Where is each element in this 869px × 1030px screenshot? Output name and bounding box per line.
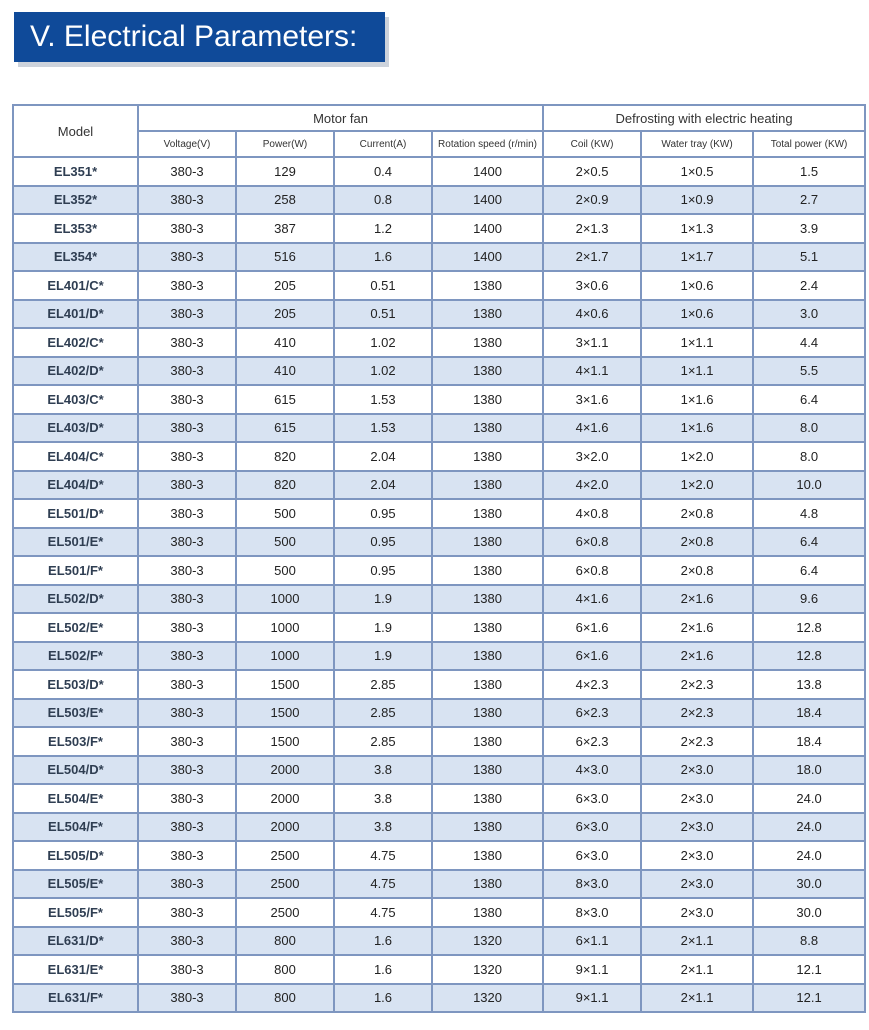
rotation-speed-cell: 1380	[432, 328, 543, 357]
power-cell: 410	[236, 328, 334, 357]
model-cell: EL501/F*	[13, 556, 138, 585]
coil-cell: 6×2.3	[543, 727, 641, 756]
model-cell: EL505/E*	[13, 870, 138, 899]
motor-fan-header: Motor fan	[138, 105, 543, 131]
rotation-speed-cell: 1380	[432, 613, 543, 642]
total-power-cell: 30.0	[753, 870, 865, 899]
voltage-cell: 380-3	[138, 699, 236, 728]
coil-cell: 4×0.8	[543, 499, 641, 528]
total-power-cell: 5.5	[753, 357, 865, 386]
power-cell: 2500	[236, 841, 334, 870]
table-row	[13, 300, 865, 329]
coil-cell: 4×2.0	[543, 471, 641, 500]
total-power-cell: 24.0	[753, 784, 865, 813]
current-cell: 1.02	[334, 328, 432, 357]
model-cell: EL404/D*	[13, 471, 138, 500]
water-tray-cell: 2×3.0	[641, 813, 753, 842]
current-cell: 1.9	[334, 642, 432, 671]
current-cell: 3.8	[334, 756, 432, 785]
water-tray-cell: 2×1.6	[641, 585, 753, 614]
power-cell: 800	[236, 927, 334, 956]
rotation-speed-cell: 1380	[432, 271, 543, 300]
water-tray-cell: 2×3.0	[641, 841, 753, 870]
water-tray-cell: 1×0.6	[641, 271, 753, 300]
coil-cell: 6×1.6	[543, 613, 641, 642]
voltage-cell: 380-3	[138, 813, 236, 842]
total-power-cell: 2.7	[753, 186, 865, 215]
model-cell: EL503/D*	[13, 670, 138, 699]
table-row	[13, 699, 865, 728]
total-power-cell: 8.0	[753, 442, 865, 471]
defrosting-header: Defrosting with electric heating	[543, 105, 865, 131]
voltage-cell: 380-3	[138, 186, 236, 215]
current-cell: 0.51	[334, 300, 432, 329]
voltage-cell: 380-3	[138, 471, 236, 500]
current-cell: 1.53	[334, 385, 432, 414]
model-cell: EL351*	[13, 157, 138, 186]
voltage-cell: 380-3	[138, 784, 236, 813]
table-row	[13, 642, 865, 671]
water-tray-cell: 2×1.1	[641, 955, 753, 984]
total-power-cell: 3.9	[753, 214, 865, 243]
current-cell: 4.75	[334, 898, 432, 927]
total-power-cell: 1.5	[753, 157, 865, 186]
water-tray-cell: 1×1.1	[641, 357, 753, 386]
water-tray-cell: 1×2.0	[641, 471, 753, 500]
total-power-cell: 24.0	[753, 813, 865, 842]
table-row	[13, 186, 865, 215]
voltage-cell: 380-3	[138, 528, 236, 557]
total-power-cell: 18.4	[753, 727, 865, 756]
model-cell: EL353*	[13, 214, 138, 243]
table-row	[13, 613, 865, 642]
rotation-speed-cell: 1380	[432, 385, 543, 414]
table-row	[13, 499, 865, 528]
coil-cell: 6×0.8	[543, 528, 641, 557]
rotation-speed-cell: 1380	[432, 499, 543, 528]
current-cell: 2.85	[334, 727, 432, 756]
water-tray-cell: 2×1.1	[641, 984, 753, 1013]
model-cell: EL631/D*	[13, 927, 138, 956]
water-tray-cell: 2×3.0	[641, 870, 753, 899]
model-cell: EL402/C*	[13, 328, 138, 357]
total-power-cell: 30.0	[753, 898, 865, 927]
model-cell: EL402/D*	[13, 357, 138, 386]
voltage-cell: 380-3	[138, 157, 236, 186]
rotation-speed-cell: 1380	[432, 442, 543, 471]
voltage-cell: 380-3	[138, 414, 236, 443]
coil-cell: 2×1.7	[543, 243, 641, 272]
coil-cell: 8×3.0	[543, 870, 641, 899]
table-row	[13, 385, 865, 414]
rotation-speed-cell: 1380	[432, 585, 543, 614]
coil-cell: 6×3.0	[543, 841, 641, 870]
rotation-speed-cell: 1380	[432, 357, 543, 386]
total-power-cell: 4.8	[753, 499, 865, 528]
table-row	[13, 442, 865, 471]
water-tray-cell: 2×2.3	[641, 699, 753, 728]
coil-cell: 6×2.3	[543, 699, 641, 728]
rotation-speed-cell: 1380	[432, 528, 543, 557]
coil-cell: 4×0.6	[543, 300, 641, 329]
power-cell: 1500	[236, 699, 334, 728]
total-power-cell: 12.1	[753, 955, 865, 984]
table-row	[13, 328, 865, 357]
power-cell: 129	[236, 157, 334, 186]
total-power-cell: 5.1	[753, 243, 865, 272]
power-cell: 1500	[236, 670, 334, 699]
rotation-speed-cell: 1380	[432, 841, 543, 870]
rotation-speed-cell: 1380	[432, 699, 543, 728]
coil-cell: 4×1.1	[543, 357, 641, 386]
water-tray-cell: 1×2.0	[641, 442, 753, 471]
total-power-cell: 2.4	[753, 271, 865, 300]
table-row	[13, 756, 865, 785]
model-cell: EL354*	[13, 243, 138, 272]
current-cell: 0.95	[334, 556, 432, 585]
coil-cell: 6×3.0	[543, 784, 641, 813]
water-tray-cell: 1×0.6	[641, 300, 753, 329]
rotation-speed-cell: 1380	[432, 471, 543, 500]
water-tray-cell: 1×0.5	[641, 157, 753, 186]
model-cell: EL631/E*	[13, 955, 138, 984]
model-cell: EL504/E*	[13, 784, 138, 813]
model-cell: EL403/D*	[13, 414, 138, 443]
total-power-header: Total power (KW)	[753, 131, 865, 157]
water-tray-cell: 1×1.7	[641, 243, 753, 272]
coil-cell: 3×0.6	[543, 271, 641, 300]
table-row	[13, 556, 865, 585]
total-power-cell: 6.4	[753, 556, 865, 585]
coil-cell: 8×3.0	[543, 898, 641, 927]
table-row	[13, 585, 865, 614]
voltage-cell: 380-3	[138, 328, 236, 357]
voltage-cell: 380-3	[138, 357, 236, 386]
voltage-cell: 380-3	[138, 556, 236, 585]
coil-cell: 9×1.1	[543, 955, 641, 984]
table-row	[13, 528, 865, 557]
table-row	[13, 670, 865, 699]
rotation-speed-cell: 1380	[432, 642, 543, 671]
water-tray-cell: 2×1.6	[641, 613, 753, 642]
current-cell: 1.6	[334, 984, 432, 1013]
model-header: Model	[13, 105, 138, 157]
current-cell: 2.85	[334, 699, 432, 728]
table-row	[13, 984, 865, 1013]
model-cell: EL503/E*	[13, 699, 138, 728]
coil-cell: 3×1.6	[543, 385, 641, 414]
model-cell: EL501/D*	[13, 499, 138, 528]
total-power-cell: 12.8	[753, 642, 865, 671]
coil-cell: 2×0.9	[543, 186, 641, 215]
water-tray-cell: 2×3.0	[641, 784, 753, 813]
rotation-speed-cell: 1380	[432, 556, 543, 585]
power-cell: 800	[236, 955, 334, 984]
current-cell: 1.9	[334, 585, 432, 614]
rotation-speed-cell: 1400	[432, 186, 543, 215]
electrical-parameters-table	[12, 104, 866, 1013]
table-row	[13, 214, 865, 243]
current-cell: 0.4	[334, 157, 432, 186]
table-body	[13, 157, 865, 1012]
coil-cell: 4×2.3	[543, 670, 641, 699]
total-power-cell: 6.4	[753, 385, 865, 414]
coil-cell: 9×1.1	[543, 984, 641, 1013]
table-row	[13, 784, 865, 813]
voltage-cell: 380-3	[138, 898, 236, 927]
power-cell: 500	[236, 528, 334, 557]
total-power-cell: 8.8	[753, 927, 865, 956]
rotation-speed-cell: 1320	[432, 927, 543, 956]
table-row	[13, 955, 865, 984]
table-row	[13, 870, 865, 899]
model-cell: EL502/F*	[13, 642, 138, 671]
voltage-cell: 380-3	[138, 385, 236, 414]
total-power-cell: 10.0	[753, 471, 865, 500]
current-cell: 1.6	[334, 243, 432, 272]
power-cell: 2000	[236, 784, 334, 813]
current-cell: 1.2	[334, 214, 432, 243]
current-cell: 1.02	[334, 357, 432, 386]
water-tray-cell: 2×1.6	[641, 642, 753, 671]
water-tray-cell: 1×1.6	[641, 414, 753, 443]
rotation-speed-cell: 1400	[432, 214, 543, 243]
power-cell: 1500	[236, 727, 334, 756]
water-tray-cell: 2×1.1	[641, 927, 753, 956]
current-cell: 2.04	[334, 442, 432, 471]
water-tray-cell: 2×3.0	[641, 898, 753, 927]
power-cell: 820	[236, 471, 334, 500]
water-tray-cell: 2×2.3	[641, 670, 753, 699]
model-cell: EL631/F*	[13, 984, 138, 1013]
rotation-speed-cell: 1380	[432, 414, 543, 443]
water-tray-cell: 2×3.0	[641, 756, 753, 785]
model-cell: EL504/F*	[13, 813, 138, 842]
total-power-cell: 3.0	[753, 300, 865, 329]
model-cell: EL502/E*	[13, 613, 138, 642]
current-cell: 0.51	[334, 271, 432, 300]
voltage-header: Voltage(V)	[138, 131, 236, 157]
power-cell: 500	[236, 499, 334, 528]
power-cell: 1000	[236, 585, 334, 614]
water-tray-cell: 1×1.3	[641, 214, 753, 243]
model-cell: EL505/D*	[13, 841, 138, 870]
model-cell: EL503/F*	[13, 727, 138, 756]
rotation-speed-cell: 1380	[432, 870, 543, 899]
power-cell: 615	[236, 385, 334, 414]
voltage-cell: 380-3	[138, 300, 236, 329]
coil-cell: 3×2.0	[543, 442, 641, 471]
total-power-cell: 18.0	[753, 756, 865, 785]
power-cell: 500	[236, 556, 334, 585]
power-cell: 2000	[236, 813, 334, 842]
rotation-speed-header: Rotation speed (r/min)	[432, 131, 543, 157]
rotation-speed-cell: 1380	[432, 670, 543, 699]
model-cell: EL401/C*	[13, 271, 138, 300]
voltage-cell: 380-3	[138, 585, 236, 614]
voltage-cell: 380-3	[138, 727, 236, 756]
rotation-speed-cell: 1320	[432, 984, 543, 1013]
voltage-cell: 380-3	[138, 499, 236, 528]
section-title: V. Electrical Parameters:	[30, 20, 358, 53]
coil-cell: 3×1.1	[543, 328, 641, 357]
model-cell: EL505/F*	[13, 898, 138, 927]
voltage-cell: 380-3	[138, 955, 236, 984]
rotation-speed-cell: 1380	[432, 300, 543, 329]
model-cell: EL403/C*	[13, 385, 138, 414]
power-cell: 2500	[236, 870, 334, 899]
current-cell: 1.6	[334, 955, 432, 984]
total-power-cell: 8.0	[753, 414, 865, 443]
rotation-speed-cell: 1380	[432, 756, 543, 785]
water-tray-cell: 2×0.8	[641, 556, 753, 585]
table-row	[13, 357, 865, 386]
power-cell: 205	[236, 271, 334, 300]
current-cell: 3.8	[334, 784, 432, 813]
rotation-speed-cell: 1400	[432, 243, 543, 272]
power-header: Power(W)	[236, 131, 334, 157]
coil-header: Coil (KW)	[543, 131, 641, 157]
voltage-cell: 380-3	[138, 642, 236, 671]
water-tray-cell: 2×0.8	[641, 528, 753, 557]
water-tray-cell: 1×1.1	[641, 328, 753, 357]
current-cell: 1.9	[334, 613, 432, 642]
coil-cell: 4×1.6	[543, 585, 641, 614]
current-cell: 2.85	[334, 670, 432, 699]
water-tray-cell: 2×2.3	[641, 727, 753, 756]
table-row	[13, 243, 865, 272]
total-power-cell: 9.6	[753, 585, 865, 614]
power-cell: 410	[236, 357, 334, 386]
section-title-banner	[14, 12, 385, 62]
current-cell: 1.6	[334, 927, 432, 956]
voltage-cell: 380-3	[138, 442, 236, 471]
rotation-speed-cell: 1320	[432, 955, 543, 984]
table-row	[13, 471, 865, 500]
power-cell: 615	[236, 414, 334, 443]
model-cell: EL404/C*	[13, 442, 138, 471]
current-cell: 0.95	[334, 499, 432, 528]
power-cell: 2500	[236, 898, 334, 927]
table-row	[13, 898, 865, 927]
table-row	[13, 271, 865, 300]
rotation-speed-cell: 1380	[432, 898, 543, 927]
coil-cell: 4×3.0	[543, 756, 641, 785]
model-cell: EL401/D*	[13, 300, 138, 329]
rotation-speed-cell: 1380	[432, 727, 543, 756]
current-cell: 4.75	[334, 841, 432, 870]
power-cell: 2000	[236, 756, 334, 785]
voltage-cell: 380-3	[138, 927, 236, 956]
coil-cell: 6×1.6	[543, 642, 641, 671]
coil-cell: 2×1.3	[543, 214, 641, 243]
power-cell: 258	[236, 186, 334, 215]
current-header: Current(A)	[334, 131, 432, 157]
coil-cell: 6×1.1	[543, 927, 641, 956]
power-cell: 1000	[236, 613, 334, 642]
coil-cell: 6×3.0	[543, 813, 641, 842]
model-cell: EL502/D*	[13, 585, 138, 614]
total-power-cell: 18.4	[753, 699, 865, 728]
current-cell: 3.8	[334, 813, 432, 842]
model-cell: EL504/D*	[13, 756, 138, 785]
water-tray-cell: 1×1.6	[641, 385, 753, 414]
table-row	[13, 157, 865, 186]
voltage-cell: 380-3	[138, 670, 236, 699]
total-power-cell: 6.4	[753, 528, 865, 557]
voltage-cell: 380-3	[138, 214, 236, 243]
table-row	[13, 841, 865, 870]
power-cell: 516	[236, 243, 334, 272]
total-power-cell: 24.0	[753, 841, 865, 870]
table-row	[13, 927, 865, 956]
rotation-speed-cell: 1380	[432, 784, 543, 813]
power-cell: 205	[236, 300, 334, 329]
water-tray-cell: 1×0.9	[641, 186, 753, 215]
voltage-cell: 380-3	[138, 271, 236, 300]
voltage-cell: 380-3	[138, 984, 236, 1013]
table-row	[13, 727, 865, 756]
coil-cell: 4×1.6	[543, 414, 641, 443]
total-power-cell: 12.8	[753, 613, 865, 642]
coil-cell: 6×0.8	[543, 556, 641, 585]
total-power-cell: 13.8	[753, 670, 865, 699]
power-cell: 820	[236, 442, 334, 471]
table-row	[13, 414, 865, 443]
current-cell: 1.53	[334, 414, 432, 443]
total-power-cell: 4.4	[753, 328, 865, 357]
current-cell: 2.04	[334, 471, 432, 500]
voltage-cell: 380-3	[138, 870, 236, 899]
table-row	[13, 813, 865, 842]
power-cell: 387	[236, 214, 334, 243]
model-cell: EL501/E*	[13, 528, 138, 557]
rotation-speed-cell: 1380	[432, 813, 543, 842]
current-cell: 4.75	[334, 870, 432, 899]
water-tray-cell: 2×0.8	[641, 499, 753, 528]
power-cell: 800	[236, 984, 334, 1013]
water-tray-header: Water tray (KW)	[641, 131, 753, 157]
power-cell: 1000	[236, 642, 334, 671]
voltage-cell: 380-3	[138, 756, 236, 785]
current-cell: 0.95	[334, 528, 432, 557]
rotation-speed-cell: 1400	[432, 157, 543, 186]
total-power-cell: 12.1	[753, 984, 865, 1013]
voltage-cell: 380-3	[138, 243, 236, 272]
voltage-cell: 380-3	[138, 841, 236, 870]
current-cell: 0.8	[334, 186, 432, 215]
voltage-cell: 380-3	[138, 613, 236, 642]
coil-cell: 2×0.5	[543, 157, 641, 186]
model-cell: EL352*	[13, 186, 138, 215]
